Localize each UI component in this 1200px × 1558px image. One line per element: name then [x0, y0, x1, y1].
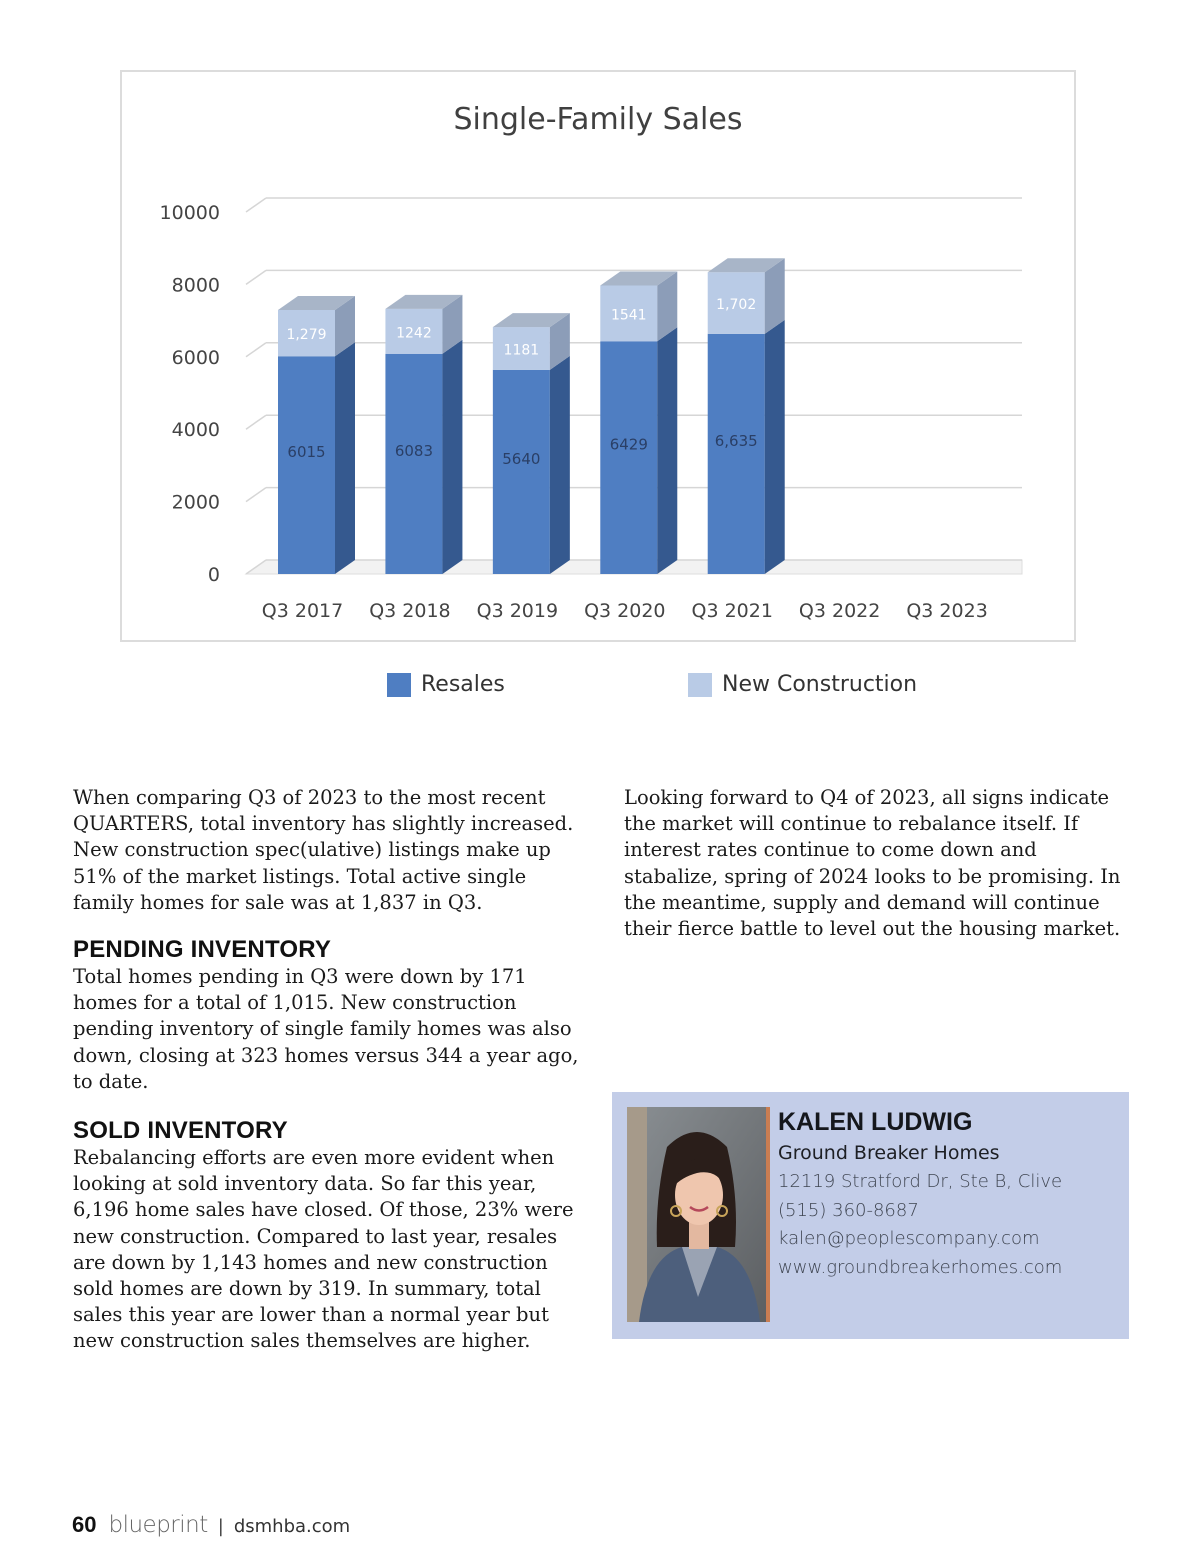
- legend-label-resales: Resales: [421, 672, 505, 697]
- single-family-sales-chart: [122, 72, 1078, 644]
- bar-resales-front: [708, 334, 765, 574]
- legend-swatch-resales: [387, 673, 411, 697]
- page-footer: [72, 1512, 350, 1542]
- agent-website[interactable]: www.groundbreakerhomes.com: [778, 1257, 1063, 1278]
- agent-portrait-image: [627, 1107, 770, 1322]
- legend-item-resales: [387, 672, 505, 697]
- data-label-new-construction: 1242: [396, 325, 432, 342]
- y-tick-label: 10000: [159, 202, 220, 224]
- pending-inventory-paragraph: Total homes pending in Q3 were down by 171 homes for a total of 1,015. New construction pending inventory of single family homes was also down, closing at 323 homes versus 344 a year ago, to date.: [73, 965, 579, 1093]
- gridline-diagonal: [246, 343, 266, 357]
- footer-website[interactable]: dsmhba.com: [233, 1516, 351, 1537]
- data-label-resales: 6083: [394, 441, 434, 460]
- legend-label-new-construction: New Construction: [722, 672, 918, 697]
- outlook-paragraph: Looking forward to Q4 of 2023, all signs indicate the market will continue to rebalance itself. If interest rates continue to come down and stabalize, spring of 2024 looks to be promising. In the meantime, supply and demand will continue their fierce battle to level out the housing market.: [624, 786, 1121, 941]
- right-column: [624, 785, 1124, 942]
- data-label-new-construction: 1181: [503, 342, 540, 359]
- footer-separator: |: [217, 1516, 224, 1537]
- data-label-new-construction: 1541: [610, 307, 647, 324]
- page-number: 60: [72, 1512, 97, 1537]
- left-column: [73, 785, 583, 1355]
- x-tick-label: Q3 2020: [584, 600, 666, 622]
- data-label-resales: 6,635: [714, 431, 758, 450]
- x-tick-label: Q3 2023: [906, 600, 988, 622]
- bar-resales-front: [385, 354, 442, 574]
- bar-resales-front: [278, 356, 335, 574]
- intro-paragraph: When comparing Q3 of 2023 to the most recent QUARTERS, total inventory has slightly increased. New construction spec(ulative) listings make up 51% of the market listings. Total active single family homes for sale was at 1,837 in Q3.: [73, 786, 574, 914]
- bar-resales-front: [600, 341, 657, 574]
- legend-item-new-construction: [688, 672, 917, 697]
- y-tick-label: 0: [207, 564, 220, 586]
- agent-name: KALEN LUDWIG: [778, 1108, 973, 1136]
- gridline-diagonal: [246, 415, 266, 429]
- data-label-new-construction: 1,702: [716, 297, 757, 314]
- x-tick-label: Q3 2017: [261, 600, 344, 622]
- bar-resales-side: [765, 320, 785, 574]
- sold-inventory-paragraph: Rebalancing efforts are even more evident when looking at sold inventory data. So far this year, 6,196 home sales have closed. Of those, 23% were new construction. Compared to last year, resales are down by 1,143 homes and new construction sold homes are down by 319. In summary, total sales this year are lower than a normal year but new construction sales themselves are higher.: [73, 1146, 574, 1353]
- data-label-resales: 6015: [287, 443, 326, 462]
- y-tick-label: 4000: [171, 419, 220, 442]
- bar-resales-front: [493, 370, 550, 574]
- bar-resales-side: [335, 342, 355, 574]
- x-tick-label: Q3 2022: [798, 600, 881, 622]
- y-tick-label: 6000: [171, 346, 220, 369]
- chart-title: Single-Family Sales: [453, 102, 743, 137]
- y-tick-label: 2000: [171, 491, 220, 514]
- y-tick-label: 8000: [171, 274, 220, 297]
- x-tick-label: Q3 2021: [691, 600, 773, 622]
- bar-resales-side: [550, 356, 570, 574]
- pending-inventory-heading: PENDING INVENTORY: [73, 936, 332, 964]
- agent-address: 12119 Stratford Dr, Ste B, Clive: [778, 1171, 1063, 1192]
- gridline-diagonal: [246, 488, 266, 502]
- agent-phone[interactable]: (515) 360-8687: [778, 1200, 919, 1221]
- data-label-new-construction: 1,279: [286, 327, 327, 344]
- bar-resales-side: [442, 340, 462, 574]
- x-tick-label: Q3 2018: [369, 600, 451, 622]
- data-label-resales: 6429: [609, 435, 648, 454]
- sold-inventory-heading: SOLD INVENTORY: [73, 1117, 288, 1145]
- agent-photo: [627, 1107, 770, 1322]
- chart-legend: [0, 672, 1200, 704]
- legend-swatch-new-construction: [688, 673, 712, 697]
- agent-company: Ground Breaker Homes: [778, 1142, 1000, 1164]
- bar-resales-side: [657, 327, 677, 574]
- chart-container: [120, 70, 1076, 642]
- gridline-diagonal: [246, 198, 266, 212]
- data-label-resales: 5640: [502, 449, 541, 468]
- x-tick-label: Q3 2019: [476, 600, 559, 622]
- contact-card: [612, 1092, 1129, 1339]
- gridline-diagonal: [246, 270, 266, 284]
- agent-email[interactable]: kalen@peoplescompany.com: [778, 1228, 1040, 1249]
- brand-logo: blueprint: [108, 1512, 208, 1538]
